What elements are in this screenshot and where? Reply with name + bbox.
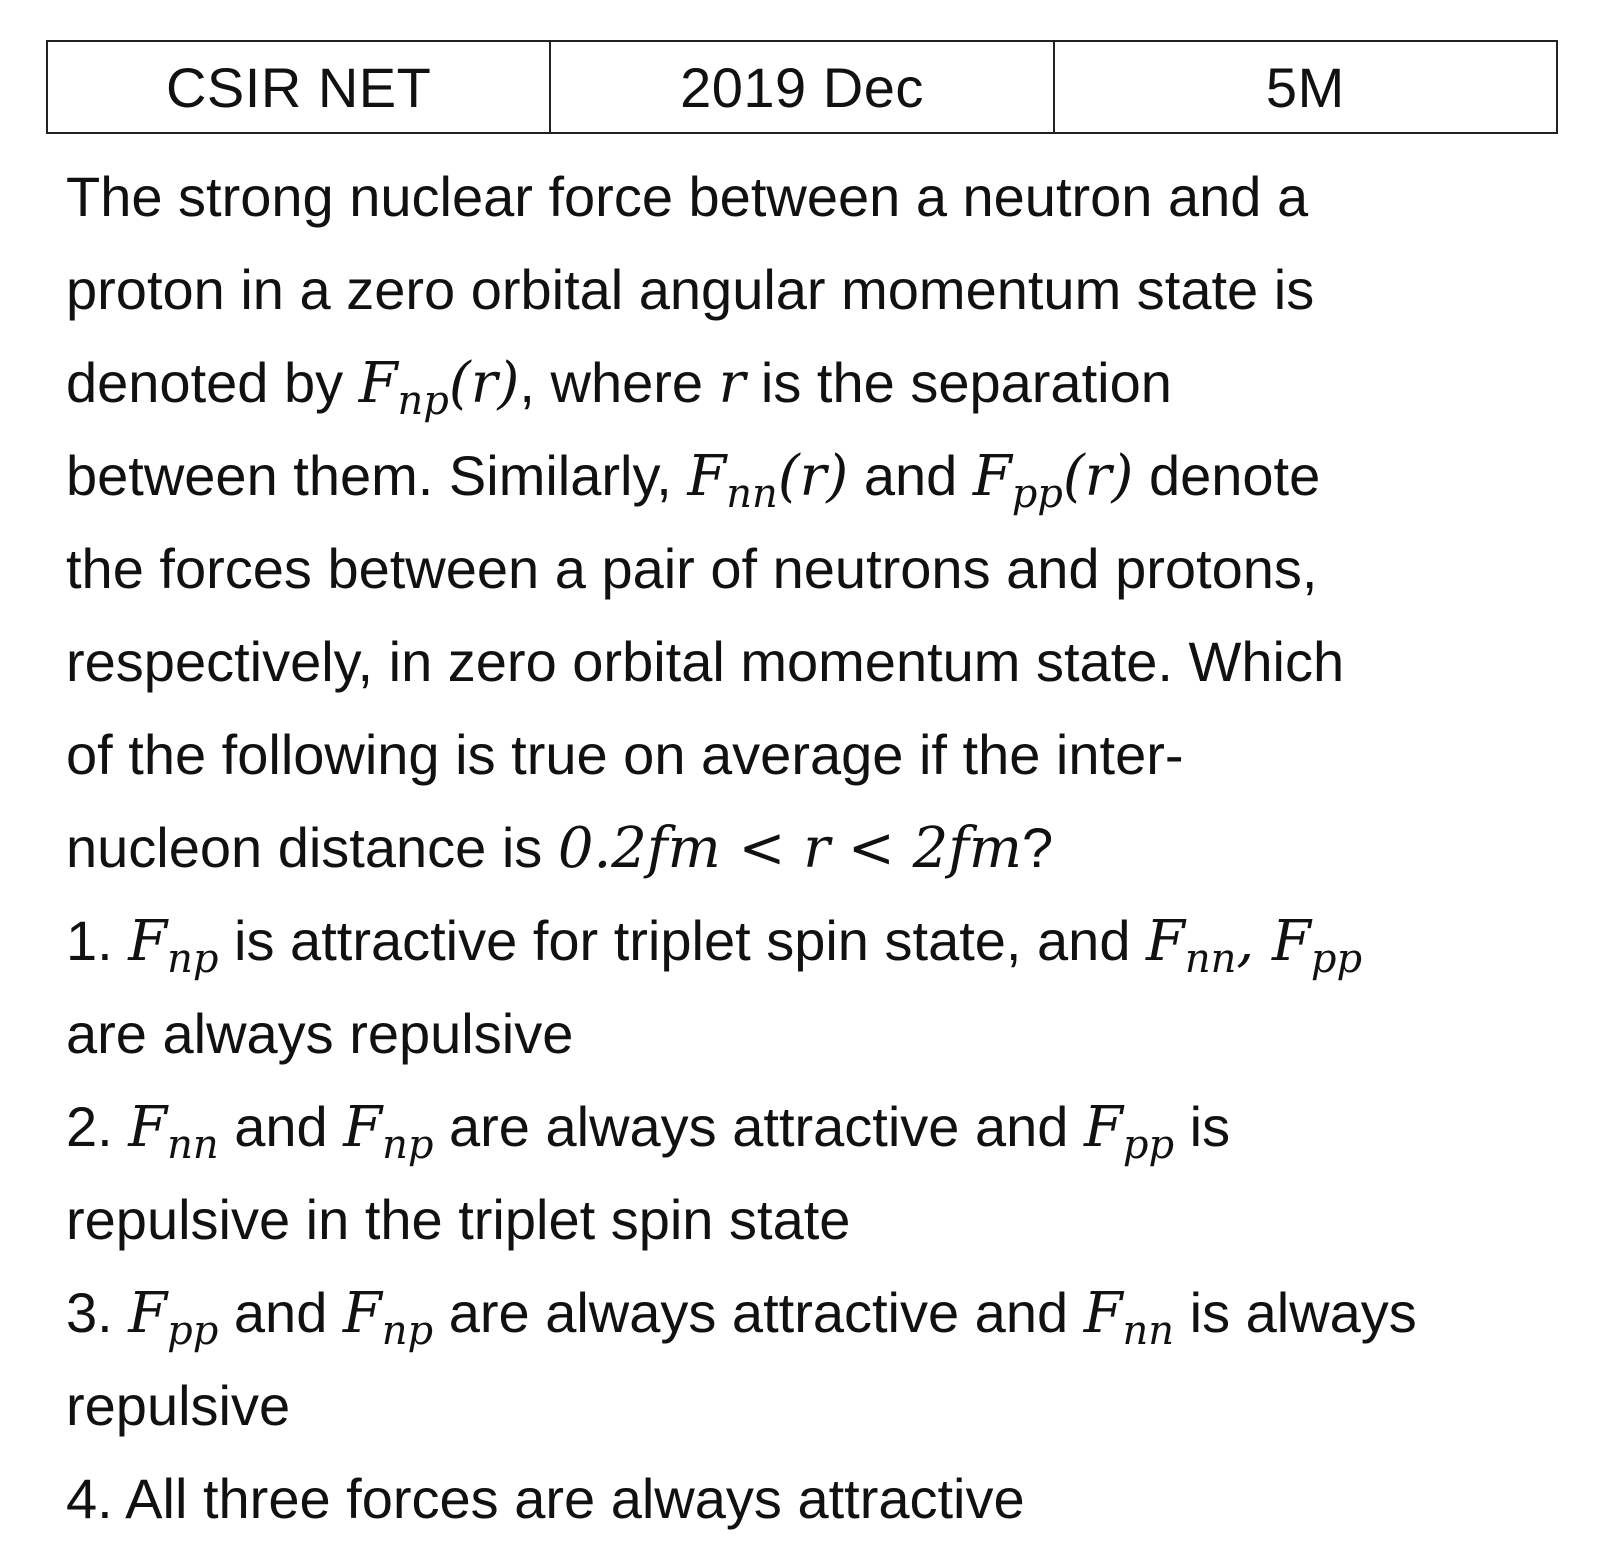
- symbol-f-pp: $F_{pp}$: [1084, 1095, 1175, 1168]
- question-line-8: nucleon distance is 0.2fm < r < 2fm?: [66, 816, 1054, 881]
- question-line-4: between them. Similarly, $F_{nn}(r)$ and $F_{pp}(r)$ denote: [66, 444, 1321, 517]
- question-line-3: denoted by $F_{np}(r)$, where r is the separation: [66, 351, 1172, 424]
- symbol-r: r: [718, 351, 746, 416]
- symbol-f-np: $F_{np}$: [343, 1095, 434, 1168]
- question-body: [66, 150, 1566, 1545]
- option-3-line-2: repulsive: [66, 1374, 291, 1437]
- symbol-f-pp: $F_{pp}$: [128, 1281, 219, 1354]
- header-table: [46, 40, 1558, 134]
- exam-session: 2019 Dec: [550, 41, 1053, 133]
- question-line-5: the forces between a pair of neutrons and protons,: [66, 537, 1318, 600]
- exam-name: CSIR NET: [47, 41, 550, 133]
- symbol-f-np: $F_{np}$: [358, 351, 449, 424]
- symbol-f-nn: $F_{nn}$: [1146, 909, 1237, 982]
- option-3-line-1: 3. $F_{pp}$ and $F_{np}$ are always attractive and $F_{nn}$ is always: [66, 1281, 1417, 1354]
- question-line-2: proton in a zero orbital angular momentum state is: [66, 258, 1315, 321]
- symbol-f-np: $F_{np}$: [128, 909, 219, 982]
- symbol-f-nn: $F_{nn}$: [1083, 1281, 1175, 1354]
- option-2-line-1: 2. $F_{nn}$ and $F_{np}$ are always attractive and $F_{pp}$ is: [66, 1095, 1231, 1168]
- option-4-line-1: 4. All three forces are always attractive: [66, 1467, 1025, 1530]
- symbol-f-nn: $F_{nn}$: [128, 1095, 219, 1168]
- symbol-f-pp: $F_{pp}$: [1272, 909, 1363, 982]
- header-row: [47, 41, 1557, 133]
- symbol-f-pp: $F_{pp}$: [972, 444, 1063, 517]
- symbol-f-nn: $F_{nn}$: [687, 444, 778, 517]
- question-marks: 5M: [1054, 41, 1557, 133]
- question-line-6: respectively, in zero orbital momentum state. Which: [66, 630, 1345, 693]
- option-1-line-2: are always repulsive: [66, 1002, 574, 1065]
- question-line-1: The strong nuclear force between a neutron and a: [66, 165, 1309, 228]
- question-line-7: of the following is true on average if the inter-: [66, 723, 1184, 786]
- option-2-line-2: repulsive in the triplet spin state: [66, 1188, 851, 1251]
- symbol-f-np: $F_{np}$: [342, 1281, 434, 1354]
- option-1-line-1: 1. $F_{np}$ is attractive for triplet spin state, and $F_{nn}$, $F_{pp}$: [66, 909, 1363, 982]
- distance-range: 0.2fm < r < 2fm: [557, 816, 1023, 881]
